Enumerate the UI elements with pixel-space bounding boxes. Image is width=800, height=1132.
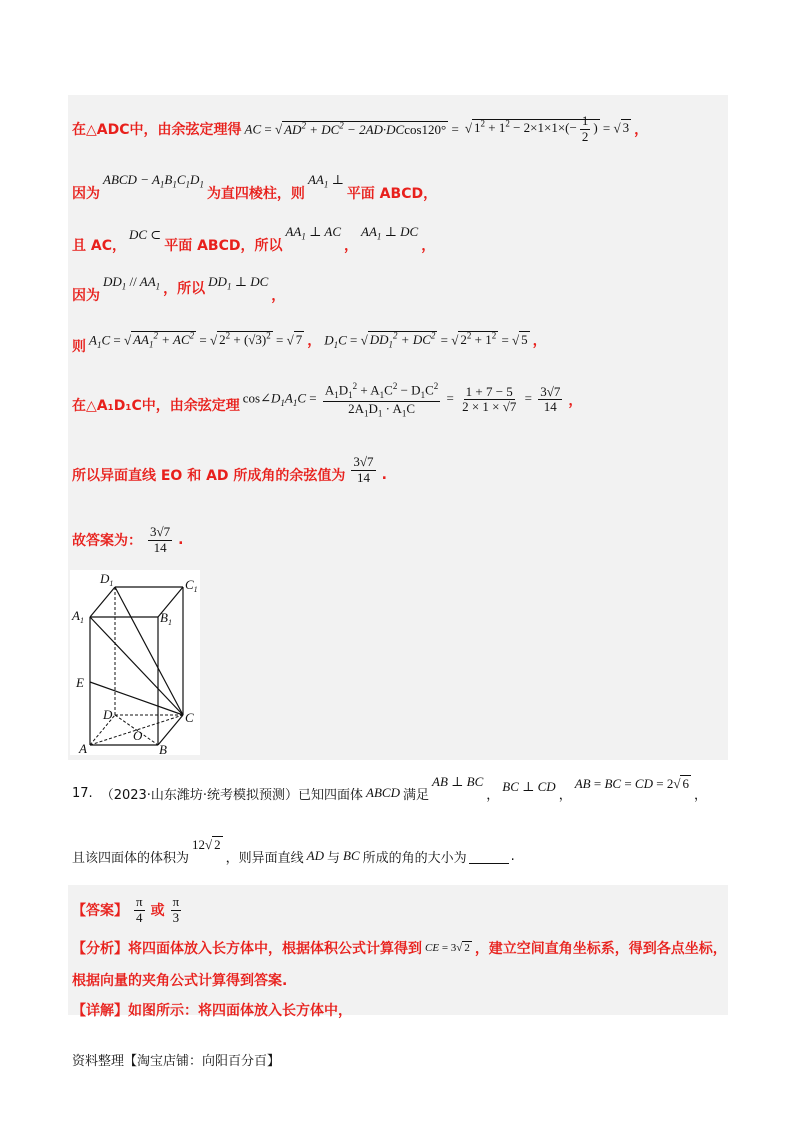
l2-text-a: 因为 — [72, 186, 100, 202]
l3-text-a: 且 AC， — [72, 238, 126, 254]
answer-pi4: $\frac{\pi}{4}$ — [136, 893, 143, 925]
d1c-formula: $D_1C$ = √ $DD_1^2 + DC^2$ = √ $2^2 + 1^2$ = √ 5 — [324, 330, 528, 350]
analysis-line-1 — [72, 935, 727, 961]
prism-figure — [70, 570, 200, 755]
l1-text: 在△ADC中，由余弦定理得 — [72, 122, 242, 138]
l3-text-b: 平面 ABCD，所以 — [164, 238, 283, 254]
solution-line-7: 所以异面直线 EO 和 AD 所成角的余弦值为 $\frac{3√7}{14}$ . — [72, 453, 387, 485]
problem-number: 17. — [72, 785, 93, 801]
page-footer: 资料整理【淘宝店铺：向阳百分百】 — [72, 1054, 281, 1069]
label-c: C — [185, 710, 194, 725]
a1c-formula: $A_1C$ = √ $AA_1^2 + AC^2$ = √ $2^2 + (√3)^2$ = √ 7 — [89, 330, 303, 350]
l2-text-b: 为直四棱柱，则 — [206, 186, 305, 202]
label-a: A — [79, 741, 87, 755]
l6-text: 在△A₁D₁C中，由余弦定理 — [72, 398, 240, 414]
cos-value: $\frac{3√7}{14}$ — [353, 453, 374, 485]
label-b1: $B_1$ — [160, 610, 172, 627]
tetra-name: ABCD — [366, 785, 400, 800]
line2-mid: ，则异面直线 — [225, 850, 304, 866]
detail-text: 如图所示：将四面体放入长方体中， — [128, 1003, 352, 1019]
solution-line-4: 因为 $DD_1 // AA_1$ ，所以 $DD_1$ ⊥ DC ， — [72, 274, 286, 304]
prism-svg — [70, 570, 200, 755]
label-c1: $C_1$ — [185, 577, 198, 594]
solution-line-8: 故答案为： $\frac{3√7}{14}$ . — [72, 523, 184, 555]
dd1-perp: $DD_1$ ⊥ DC — [208, 274, 269, 292]
detail-line — [72, 998, 352, 1022]
cond-ab-perp-bc: AB ⊥ BC — [432, 774, 484, 789]
dc-subset: DC ⊂ — [128, 227, 162, 242]
answer-blank[interactable] — [469, 849, 509, 864]
answer-label: 【答案】 — [72, 903, 128, 919]
label-e: E — [76, 675, 84, 690]
ce-value: CE = 3√ 2 — [425, 942, 470, 954]
prism-name: ABCD − $A_1B_1C_1D_1$ — [103, 172, 204, 190]
line2-pre: 且该四面体的体积为 — [72, 850, 190, 866]
problem-cond-text: 满足 — [403, 787, 430, 803]
l5-text: 则 — [72, 339, 86, 355]
problem-source: （2023·山东潍坊·统考模拟预测）已知四面体 — [100, 787, 364, 803]
solution-line-5: 则 $A_1C$ = √ $AA_1^2 + AC^2$ = √ $2^2 + (√3)^2$ = √ 7 ， $D_1C$ = √ $DD_1^2 + DC^2$ = √ $2^2 + 1^2$ = √ 5 ， — [72, 330, 547, 355]
label-a1: $A_1$ — [72, 608, 84, 625]
aa1-perp: $AA_1$ ⊥ — [307, 172, 344, 190]
label-d1: $D_1$ — [100, 571, 114, 588]
solution-line-1: 在△ADC中，由余弦定理得 AC = √ $AD^2 + DC^2 - 2AD\cdot DCcos120^\circ$ = √ $1^2 + 1^2 - 2\times 1\times 1\times(-$ $\frac{1}{2}$ ) = √ 3 ， — [72, 112, 649, 144]
line2-post: 所成的角的大小为 — [362, 850, 467, 866]
problem17-line-1: 17. （2023·山东潍坊·统考模拟预测）已知四面体 ABCD 满足 AB ⊥ BC ， BC ⊥ CD ， AB = BC = CD = 2√ 6 ， — [72, 774, 707, 803]
final-answer: $\frac{3√7}{14}$ — [150, 523, 171, 555]
line2-end: . — [510, 848, 515, 864]
analysis-text-1: 将四面体放入长方体中，根据体积公式计算得到 — [128, 941, 422, 957]
ac-value: √ $1^2 + 1^2 - 2\times 1\times 1\times(-$ $\frac{1}{2}$ ) = √ 3 — [464, 112, 630, 144]
analysis-text-2: ，建立空间直角坐标系，得到各点坐标， — [474, 941, 727, 957]
answer-or: 或 — [150, 903, 165, 919]
solution-line-2 — [72, 172, 437, 200]
line-bc: BC — [343, 848, 360, 863]
dd1-parallel: $DD_1 // AA_1$ — [103, 274, 161, 292]
analysis-line-2 — [72, 968, 287, 992]
l4-text-b: ，所以 — [163, 281, 206, 297]
l4-text-a: 因为 — [72, 288, 100, 304]
cond-bc-perp-cd: BC ⊥ CD — [502, 779, 556, 794]
line-ad: AD — [306, 848, 325, 863]
answer-pi3: $\frac{\pi}{3}$ — [172, 893, 180, 925]
ac-formula: AC = √ $AD^2 + DC^2 - 2AD\cdot DCcos120^\circ$ = — [244, 120, 459, 137]
cos-formula: $\cos\angle D_1A_1C$ = $\frac{A_1D_1^2 + A_1C^2 - D_1C^2}{2A_1D_1 \cdot A_1C}$ = $\frac{1 + 7 - 5}{2 \times 1 \times √7}$ = $\frac{3√7}{14}$ — [242, 381, 561, 419]
problem17-line-2 — [72, 834, 515, 864]
l7-text: 所以异面直线 EO 和 AD 所成角的余弦值为 — [72, 468, 346, 484]
cond-equal: AB = BC = CD = 2√ 6 — [574, 776, 689, 791]
answer-line — [72, 888, 187, 932]
line2-mid2: 与 — [327, 850, 341, 866]
detail-label: 【详解】 — [72, 1003, 128, 1019]
solution-line-6: 在△A₁D₁C中，由余弦定理 $\cos\angle D_1A_1C$ = $\frac{A_1D_1^2 + A_1C^2 - D_1C^2}{2A_1D_1 \cdot A_1C}$ = $\frac{1 + 7 - 5}{2 \times 1 \times √7}$ = $\frac{3√7}{14}$ ， — [72, 381, 583, 419]
l2-text-c: 平面 ABCD， — [346, 186, 438, 202]
analysis-text-3: 根据向量的夹角公式计算得到答案. — [72, 973, 288, 989]
analysis-label: 【分析】 — [72, 941, 128, 957]
aa1-perp-dc: $AA_1$ ⊥ DC — [361, 224, 419, 242]
label-d: D — [103, 707, 113, 722]
aa1-perp-ac: $AA_1$ ⊥ AC — [285, 224, 341, 242]
label-o: O — [133, 728, 143, 743]
label-b: B — [159, 742, 167, 755]
volume-value: 12√ 2 — [192, 837, 221, 852]
l8-text: 故答案为： — [72, 533, 142, 549]
solution-line-3: 且 AC， DC ⊂ 平面 ABCD，所以 $AA_1$ ⊥ AC ， $AA_1$ ⊥ DC ， — [72, 224, 436, 254]
